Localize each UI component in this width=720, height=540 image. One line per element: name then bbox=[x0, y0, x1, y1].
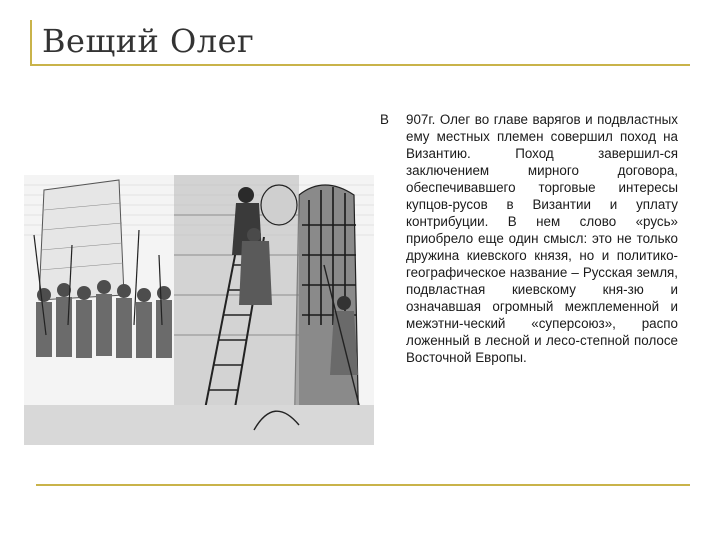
engraving-image bbox=[24, 175, 374, 445]
slide-title: Вещий Олег bbox=[42, 22, 255, 60]
bullet-marker: В bbox=[380, 112, 389, 127]
body-text-block bbox=[380, 111, 678, 366]
engraving-illustration bbox=[24, 175, 374, 445]
title-accent-horizontal bbox=[30, 64, 690, 66]
footer-accent-line bbox=[36, 484, 690, 486]
title-accent-vertical bbox=[30, 20, 32, 66]
body-paragraph: 907г. Олег во главе варягов и подвластных ему местных племен совершил поход на Византию. Поход завершил-ся заключением мирного договора, обеспечивавшего торговые интересы купцов-русов в Византии и уплату контрибуции. В нем слово «русь» приобрело еще один смысл: это не только дружина киевского князя, но и политико-географическое название – Русская земля, подвластная киевскому кня-зю и означавшая огромный межплеменной и межэтни-ческий «суперсоюз», распо ложенный в лесной и лесо-степной полосе Восточной Европы. bbox=[406, 112, 678, 365]
